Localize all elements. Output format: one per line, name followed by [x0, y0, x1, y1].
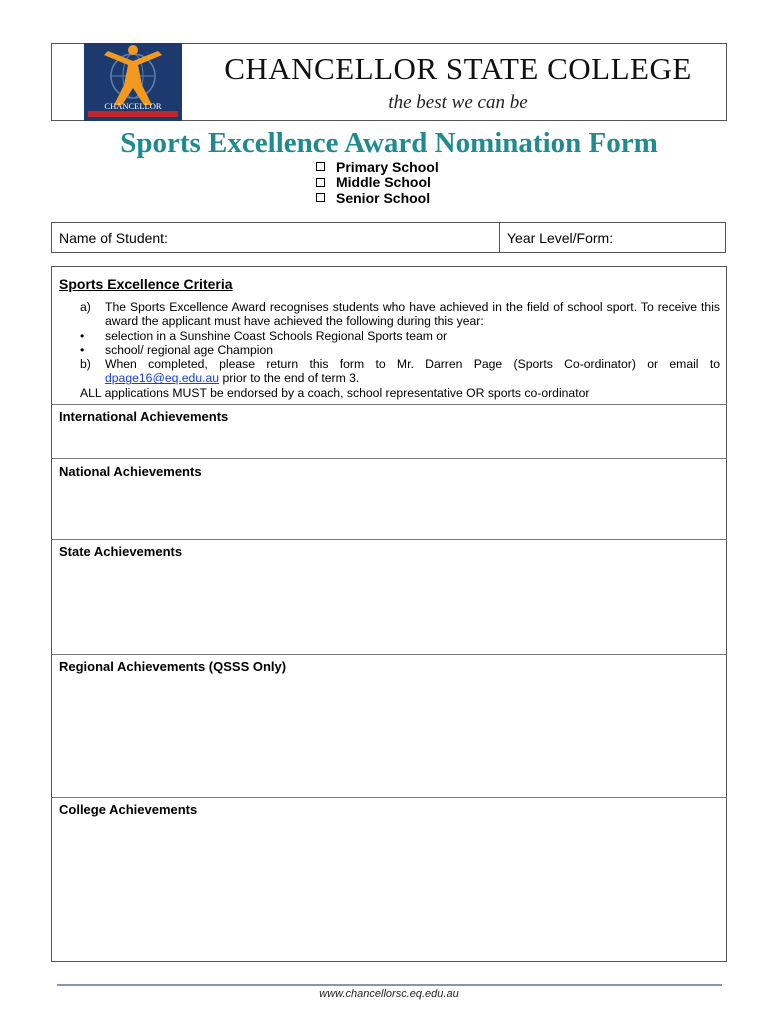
student-name-field[interactable]: [52, 223, 500, 252]
student-details-row: [51, 222, 726, 253]
footer-url[interactable]: www.chancellorsc.eq.edu.au: [319, 988, 459, 1000]
option-label: Middle School: [336, 174, 431, 191]
bullet-icon: •: [80, 342, 85, 357]
college-logo: [84, 43, 182, 121]
college-name: CHANCELLOR STATE COLLEGE: [224, 51, 692, 86]
year-level-field[interactable]: [500, 223, 725, 252]
option-middle-school[interactable]: [316, 175, 439, 191]
year-level-label: Year Level/Form:: [507, 230, 614, 246]
section-label: Regional Achievements (QSSS Only): [59, 659, 287, 674]
checkbox-icon[interactable]: [316, 193, 325, 202]
college-motto: the best we can be: [388, 92, 528, 113]
school-options: [316, 159, 439, 206]
option-label: Senior School: [336, 189, 431, 206]
section-state[interactable]: [51, 539, 727, 654]
section-label: College Achievements: [59, 802, 198, 817]
checkbox-icon[interactable]: [316, 162, 325, 171]
criteria-bullet-text: school/ regional age Champion: [105, 342, 274, 357]
student-name-label: Name of Student:: [59, 230, 168, 246]
criteria-title: Sports Excellence Criteria: [59, 276, 233, 292]
section-label: National Achievements: [59, 464, 202, 479]
section-college[interactable]: [51, 797, 727, 961]
email-link[interactable]: dpage16@eq.edu.au: [105, 371, 220, 386]
footer-divider: [57, 984, 722, 986]
section-international[interactable]: [51, 404, 727, 458]
list-marker: b): [80, 357, 91, 372]
option-label: Primary School: [336, 158, 439, 175]
checkbox-icon[interactable]: [316, 178, 325, 187]
criteria-item-b-post: prior to the end of term 3.: [222, 371, 360, 386]
svg-text:CHANCELLOR: CHANCELLOR: [104, 101, 162, 111]
section-national[interactable]: [51, 458, 727, 539]
criteria-item-a: [56, 300, 720, 329]
criteria-list: [56, 300, 720, 400]
option-primary-school[interactable]: [316, 159, 439, 175]
list-marker: a): [80, 300, 91, 314]
criteria-bullet-text: selection in a Sunshine Coast Schools Regional Sports team or: [105, 328, 448, 343]
criteria-bullet: [56, 329, 720, 343]
criteria-item-a-text: The Sports Excellence Award recognises students who have achieved in the field of school sport. To receive this award the applicant must have achieved the following during this year:: [105, 300, 720, 329]
section-label: International Achievements: [59, 409, 229, 424]
form-title: Sports Excellence Award Nomination Form: [120, 127, 658, 159]
section-regional[interactable]: [51, 654, 727, 797]
criteria-item-b: [56, 357, 720, 386]
criteria-item-b-text: [105, 357, 720, 386]
endorsement-note: ALL applications MUST be endorsed by a coach, school representative OR sports co-ordinator: [80, 385, 590, 400]
section-label: State Achievements: [59, 544, 183, 559]
criteria-bullet: [56, 343, 720, 357]
bullet-icon: •: [80, 328, 85, 343]
criteria-item-b-pre: When completed, please return this form to Mr. Darren Page (Sports Co-ordinator) or email to: [105, 357, 720, 372]
option-senior-school[interactable]: [316, 190, 439, 206]
